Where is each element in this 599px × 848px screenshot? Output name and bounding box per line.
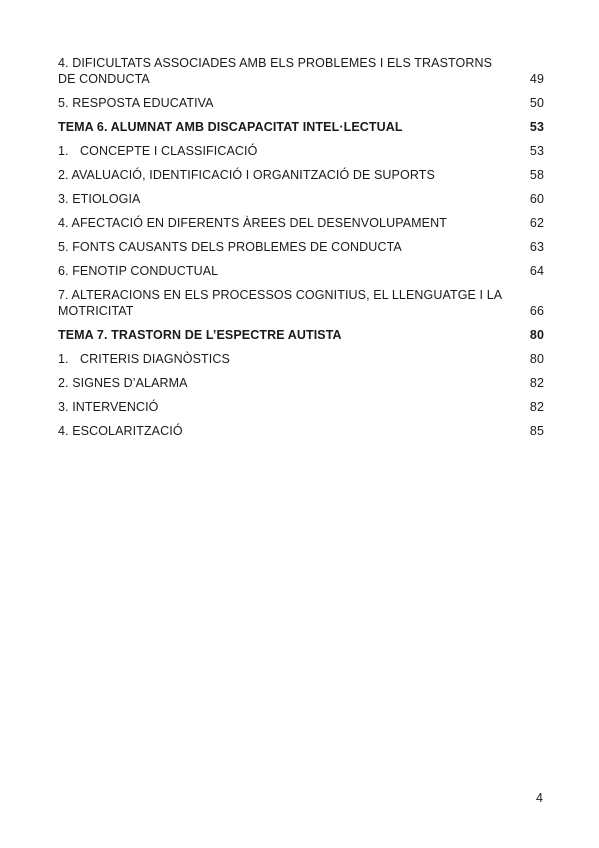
toc-entry[interactable] — [58, 375, 544, 391]
toc-entry-title-line2: DE CONDUCTA — [58, 72, 150, 86]
toc-entry-page: 80 — [529, 328, 544, 342]
toc-entry-page: 85 — [529, 424, 544, 438]
toc-entry-page: 60 — [529, 192, 544, 206]
toc-entry-number: 1. — [58, 144, 69, 158]
toc-entry-page: 82 — [529, 376, 544, 390]
toc-chapter-heading[interactable] — [58, 327, 544, 343]
toc-entry-title: 4. ESCOLARITZACIÓ — [58, 424, 183, 438]
toc-entry-title: 2. SIGNES D’ALARMA — [58, 376, 188, 390]
toc-entry-title-line1: 7. ALTERACIONS EN ELS PROCESSOS COGNITIUS, EL LLENGUATGE I LA — [58, 288, 503, 302]
toc-entry[interactable] — [58, 351, 544, 367]
toc-entry-number: 1. — [58, 352, 69, 366]
toc-entry[interactable] — [58, 167, 544, 183]
toc-entry[interactable] — [58, 191, 544, 207]
toc-entry[interactable] — [58, 215, 544, 231]
toc-chapter-title: TEMA 6. ALUMNAT AMB DISCAPACITAT INTEL·LECTUAL — [58, 120, 403, 134]
toc-entry-title: CRITERIS DIAGNÒSTICS — [80, 352, 230, 366]
toc-entry[interactable] — [58, 95, 544, 111]
toc-entry-page: 50 — [529, 96, 544, 110]
toc-entry[interactable] — [58, 239, 544, 255]
toc-entry-page: 63 — [529, 240, 544, 254]
toc-entry[interactable] — [58, 143, 544, 159]
toc-entry-title: 5. RESPOSTA EDUCATIVA — [58, 96, 214, 110]
toc-entry[interactable] — [58, 423, 544, 439]
toc-entry-title: 3. ETIOLOGIA — [58, 192, 141, 206]
toc-entry-title-line2: MOTRICITAT — [58, 304, 134, 318]
toc-entry[interactable] — [58, 263, 544, 279]
toc-entry-title: CONCEPTE I CLASSIFICACIÓ — [80, 144, 258, 158]
toc-chapter-title: TEMA 7. TRASTORN DE L’ESPECTRE AUTISTA — [58, 328, 342, 342]
table-of-contents — [58, 55, 544, 447]
toc-entry[interactable] — [58, 55, 544, 87]
toc-chapter-heading[interactable] — [58, 119, 544, 135]
toc-entry[interactable] — [58, 287, 544, 319]
toc-entry-page: 80 — [529, 352, 544, 366]
toc-entry-page: 53 — [529, 120, 544, 134]
toc-entry-page: 82 — [529, 400, 544, 414]
toc-entry-title: 3. INTERVENCIÓ — [58, 400, 159, 414]
toc-entry-page: 62 — [529, 216, 544, 230]
toc-entry-page: 66 — [529, 304, 544, 318]
toc-entry-title: 2. AVALUACIÓ, IDENTIFICACIÓ I ORGANITZACIÓ DE SUPORTS — [58, 168, 435, 182]
toc-entry-title-line1: 4. DIFICULTATS ASSOCIADES AMB ELS PROBLEMES I ELS TRASTORNS — [58, 56, 493, 70]
toc-entry-title: 4. AFECTACIÓ EN DIFERENTS ÀREES DEL DESENVOLUPAMENT — [58, 216, 447, 230]
toc-entry-title: 6. FENOTIP CONDUCTUAL — [58, 264, 219, 278]
toc-entry-title: 5. FONTS CAUSANTS DELS PROBLEMES DE CONDUCTA — [58, 240, 402, 254]
toc-entry[interactable] — [58, 399, 544, 415]
toc-entry-page: 53 — [529, 144, 544, 158]
toc-entry-page: 58 — [529, 168, 544, 182]
toc-entry-page: 64 — [529, 264, 544, 278]
page-number: 4 — [536, 791, 543, 805]
toc-entry-page: 49 — [529, 72, 544, 86]
